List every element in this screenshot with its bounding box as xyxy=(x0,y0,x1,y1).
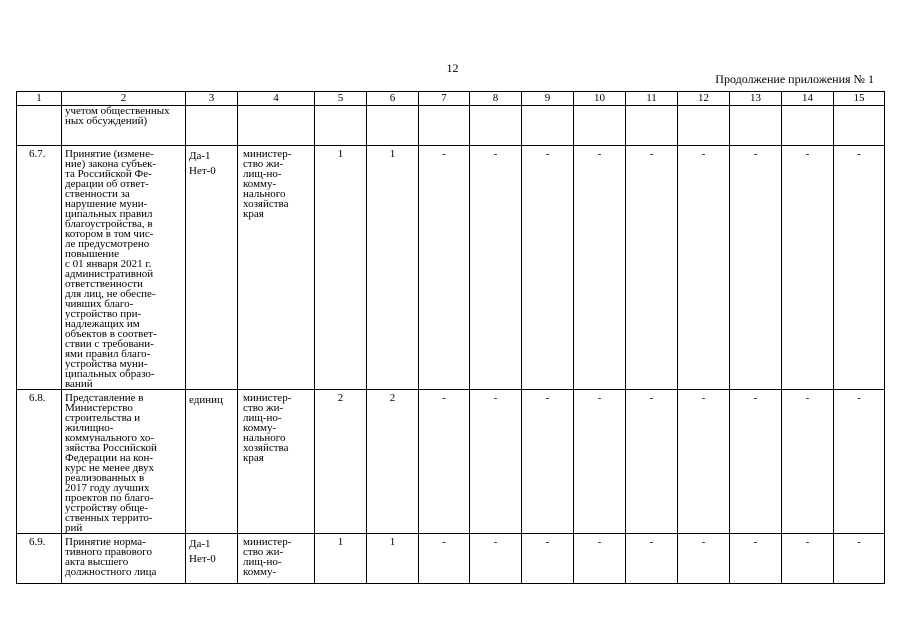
description-line: устройства муни- xyxy=(65,358,148,370)
value-cell: - xyxy=(626,534,678,584)
value-cell: - xyxy=(834,146,885,390)
description-line: Министерство xyxy=(65,402,133,414)
value-cell: 2 xyxy=(367,390,419,534)
description-line: ваний xyxy=(65,378,93,390)
organization-line: комму- xyxy=(243,422,277,434)
description-line: рий xyxy=(65,522,83,534)
description-line: дерации об ответ- xyxy=(65,178,149,190)
description-line: проектов по благо- xyxy=(65,492,154,504)
value-cell: - xyxy=(678,390,730,534)
description-line: ствии с требовани- xyxy=(65,338,154,350)
description-cell xyxy=(62,146,186,390)
value-cell: - xyxy=(522,534,574,584)
column-header: 6 xyxy=(367,92,419,106)
description-line: административной xyxy=(65,268,154,280)
organization-line: комму- xyxy=(243,178,277,190)
value-cell: 1 xyxy=(315,534,367,584)
column-header: 7 xyxy=(419,92,470,106)
table-row-continued xyxy=(17,106,885,146)
description-cell xyxy=(62,106,186,146)
column-header: 9 xyxy=(522,92,574,106)
organization-cell xyxy=(238,106,315,146)
description-line: акта высшего xyxy=(65,556,129,568)
value-cell: - xyxy=(470,390,522,534)
column-header: 2 xyxy=(62,92,186,106)
description-line: ципальных образо- xyxy=(65,368,155,380)
organization-line: края xyxy=(243,208,264,220)
value-cell: - xyxy=(470,534,522,584)
value-cell: - xyxy=(574,390,626,534)
column-header: 14 xyxy=(782,92,834,106)
value-cell: - xyxy=(730,146,782,390)
value-cell: - xyxy=(522,390,574,534)
column-header: 4 xyxy=(238,92,315,106)
column-header: 11 xyxy=(626,92,678,106)
organization-line: министер- xyxy=(243,148,292,160)
column-header: 8 xyxy=(470,92,522,106)
description-line: ние) закона субъек- xyxy=(65,158,157,170)
value-cell: - xyxy=(782,146,834,390)
value-cell xyxy=(470,106,522,146)
row-number-cell: 6.8. xyxy=(17,390,62,534)
unit-cell xyxy=(186,390,238,534)
organization-line: министер- xyxy=(243,536,292,548)
description-line: повышение xyxy=(65,248,119,260)
value-cell xyxy=(678,106,730,146)
value-cell: - xyxy=(782,390,834,534)
description-line: 2017 году лучших xyxy=(65,482,150,494)
column-header: 10 xyxy=(574,92,626,106)
description-line: должностного лица xyxy=(65,566,157,578)
column-header: 3 xyxy=(186,92,238,106)
description-line: та Российской Фе- xyxy=(65,168,152,180)
organization-line: хозяйства xyxy=(243,198,289,210)
description-line: надлежащих им xyxy=(65,318,140,330)
description-line: котором в том чис- xyxy=(65,228,154,240)
organization-line: края xyxy=(243,452,264,464)
organization-line: лищ-но- xyxy=(243,412,282,424)
value-cell: - xyxy=(678,146,730,390)
organization-line: министер- xyxy=(243,392,292,404)
value-cell: 1 xyxy=(315,146,367,390)
value-cell: - xyxy=(419,390,470,534)
organization-line: хозяйства xyxy=(243,442,289,454)
value-cell: - xyxy=(522,146,574,390)
column-number-row xyxy=(17,92,885,106)
organization-cell xyxy=(238,146,315,390)
description-cell xyxy=(62,390,186,534)
unit-cell xyxy=(186,146,238,390)
organization-cell xyxy=(238,390,315,534)
table-row xyxy=(17,534,885,584)
unit-line: единиц xyxy=(189,394,223,406)
value-cell: - xyxy=(574,534,626,584)
column-header: 5 xyxy=(315,92,367,106)
description-line: для лиц, не обеспе- xyxy=(65,288,156,300)
row-number-cell: 6.7. xyxy=(17,146,62,390)
value-cell: 1 xyxy=(367,146,419,390)
value-cell: - xyxy=(730,534,782,584)
description-line: ле предусмотрено xyxy=(65,238,150,250)
value-cell: - xyxy=(730,390,782,534)
value-cell: - xyxy=(834,390,885,534)
column-header: 15 xyxy=(834,92,885,106)
organization-line: нального xyxy=(243,432,286,444)
organization-line: ство жи- xyxy=(243,546,284,558)
description-line: Принятие норма- xyxy=(65,536,146,548)
description-line: реализованных в xyxy=(65,472,145,484)
unit-line: Да-1 xyxy=(189,538,211,550)
value-cell xyxy=(782,106,834,146)
value-cell: - xyxy=(782,534,834,584)
description-line: устройству обще- xyxy=(65,502,149,514)
organization-line: нального xyxy=(243,188,286,200)
value-cell: - xyxy=(834,534,885,584)
description-line: объектов в соответ- xyxy=(65,328,157,340)
row-number-cell xyxy=(17,106,62,146)
description-line: коммунального хо- xyxy=(65,432,154,444)
row-number-cell: 6.9. xyxy=(17,534,62,584)
value-cell: - xyxy=(626,146,678,390)
value-cell: - xyxy=(419,146,470,390)
description-line: ями правил благо- xyxy=(65,348,151,360)
value-cell: - xyxy=(678,534,730,584)
description-cell xyxy=(62,534,186,584)
table-row xyxy=(17,390,885,534)
description-line: ственности за xyxy=(65,188,130,200)
description-line: Принятие (измене- xyxy=(65,148,154,160)
page-number: 12 xyxy=(446,61,459,75)
appendix-continuation-label: Продолжение приложения № 1 xyxy=(715,72,874,86)
description-line: тивного правового xyxy=(65,546,153,558)
description-line: устройство при- xyxy=(65,308,142,320)
description-line: жилищно- xyxy=(65,422,114,434)
organization-line: комму- xyxy=(243,566,277,578)
description-line: ственных террито- xyxy=(65,512,153,524)
organization-line: ство жи- xyxy=(243,402,284,414)
organization-line: лищ-но- xyxy=(243,168,282,180)
value-cell xyxy=(419,106,470,146)
value-cell xyxy=(626,106,678,146)
value-cell: 1 xyxy=(367,534,419,584)
unit-line: Нет-0 xyxy=(189,553,216,565)
value-cell: - xyxy=(419,534,470,584)
organization-line: ство жи- xyxy=(243,158,284,170)
appendix-table xyxy=(16,91,885,584)
unit-line: Да-1 xyxy=(189,150,211,162)
description-line: ответственности xyxy=(65,278,143,290)
value-cell: 2 xyxy=(315,390,367,534)
column-header: 1 xyxy=(17,92,62,106)
value-cell xyxy=(834,106,885,146)
unit-line: Нет-0 xyxy=(189,165,216,177)
unit-cell xyxy=(186,106,238,146)
column-header: 13 xyxy=(730,92,782,106)
description-line: нарушение муни- xyxy=(65,198,148,210)
description-line: Представление в xyxy=(65,392,144,404)
value-cell: - xyxy=(574,146,626,390)
organization-line: лищ-но- xyxy=(243,556,282,568)
value-cell xyxy=(522,106,574,146)
description-line: с 01 января 2021 г. xyxy=(65,258,152,270)
column-header: 12 xyxy=(678,92,730,106)
value-cell: - xyxy=(626,390,678,534)
description-line: чивших благо- xyxy=(65,298,134,310)
description-line: благоустройства, в xyxy=(65,218,153,230)
value-cell xyxy=(315,106,367,146)
value-cell xyxy=(730,106,782,146)
description-line: ципальных правил xyxy=(65,208,153,220)
table-row xyxy=(17,146,885,390)
description-line: зяйства Российской xyxy=(65,442,157,454)
unit-cell xyxy=(186,534,238,584)
value-cell: - xyxy=(470,146,522,390)
description-line: ных обсуждений) xyxy=(65,115,148,127)
description-line: курс не менее двух xyxy=(65,462,154,474)
description-line: Федерации на кон- xyxy=(65,452,154,464)
description-line: учетом общественных xyxy=(65,105,170,117)
organization-cell xyxy=(238,534,315,584)
value-cell xyxy=(574,106,626,146)
value-cell xyxy=(367,106,419,146)
description-line: строительства и xyxy=(65,412,141,424)
